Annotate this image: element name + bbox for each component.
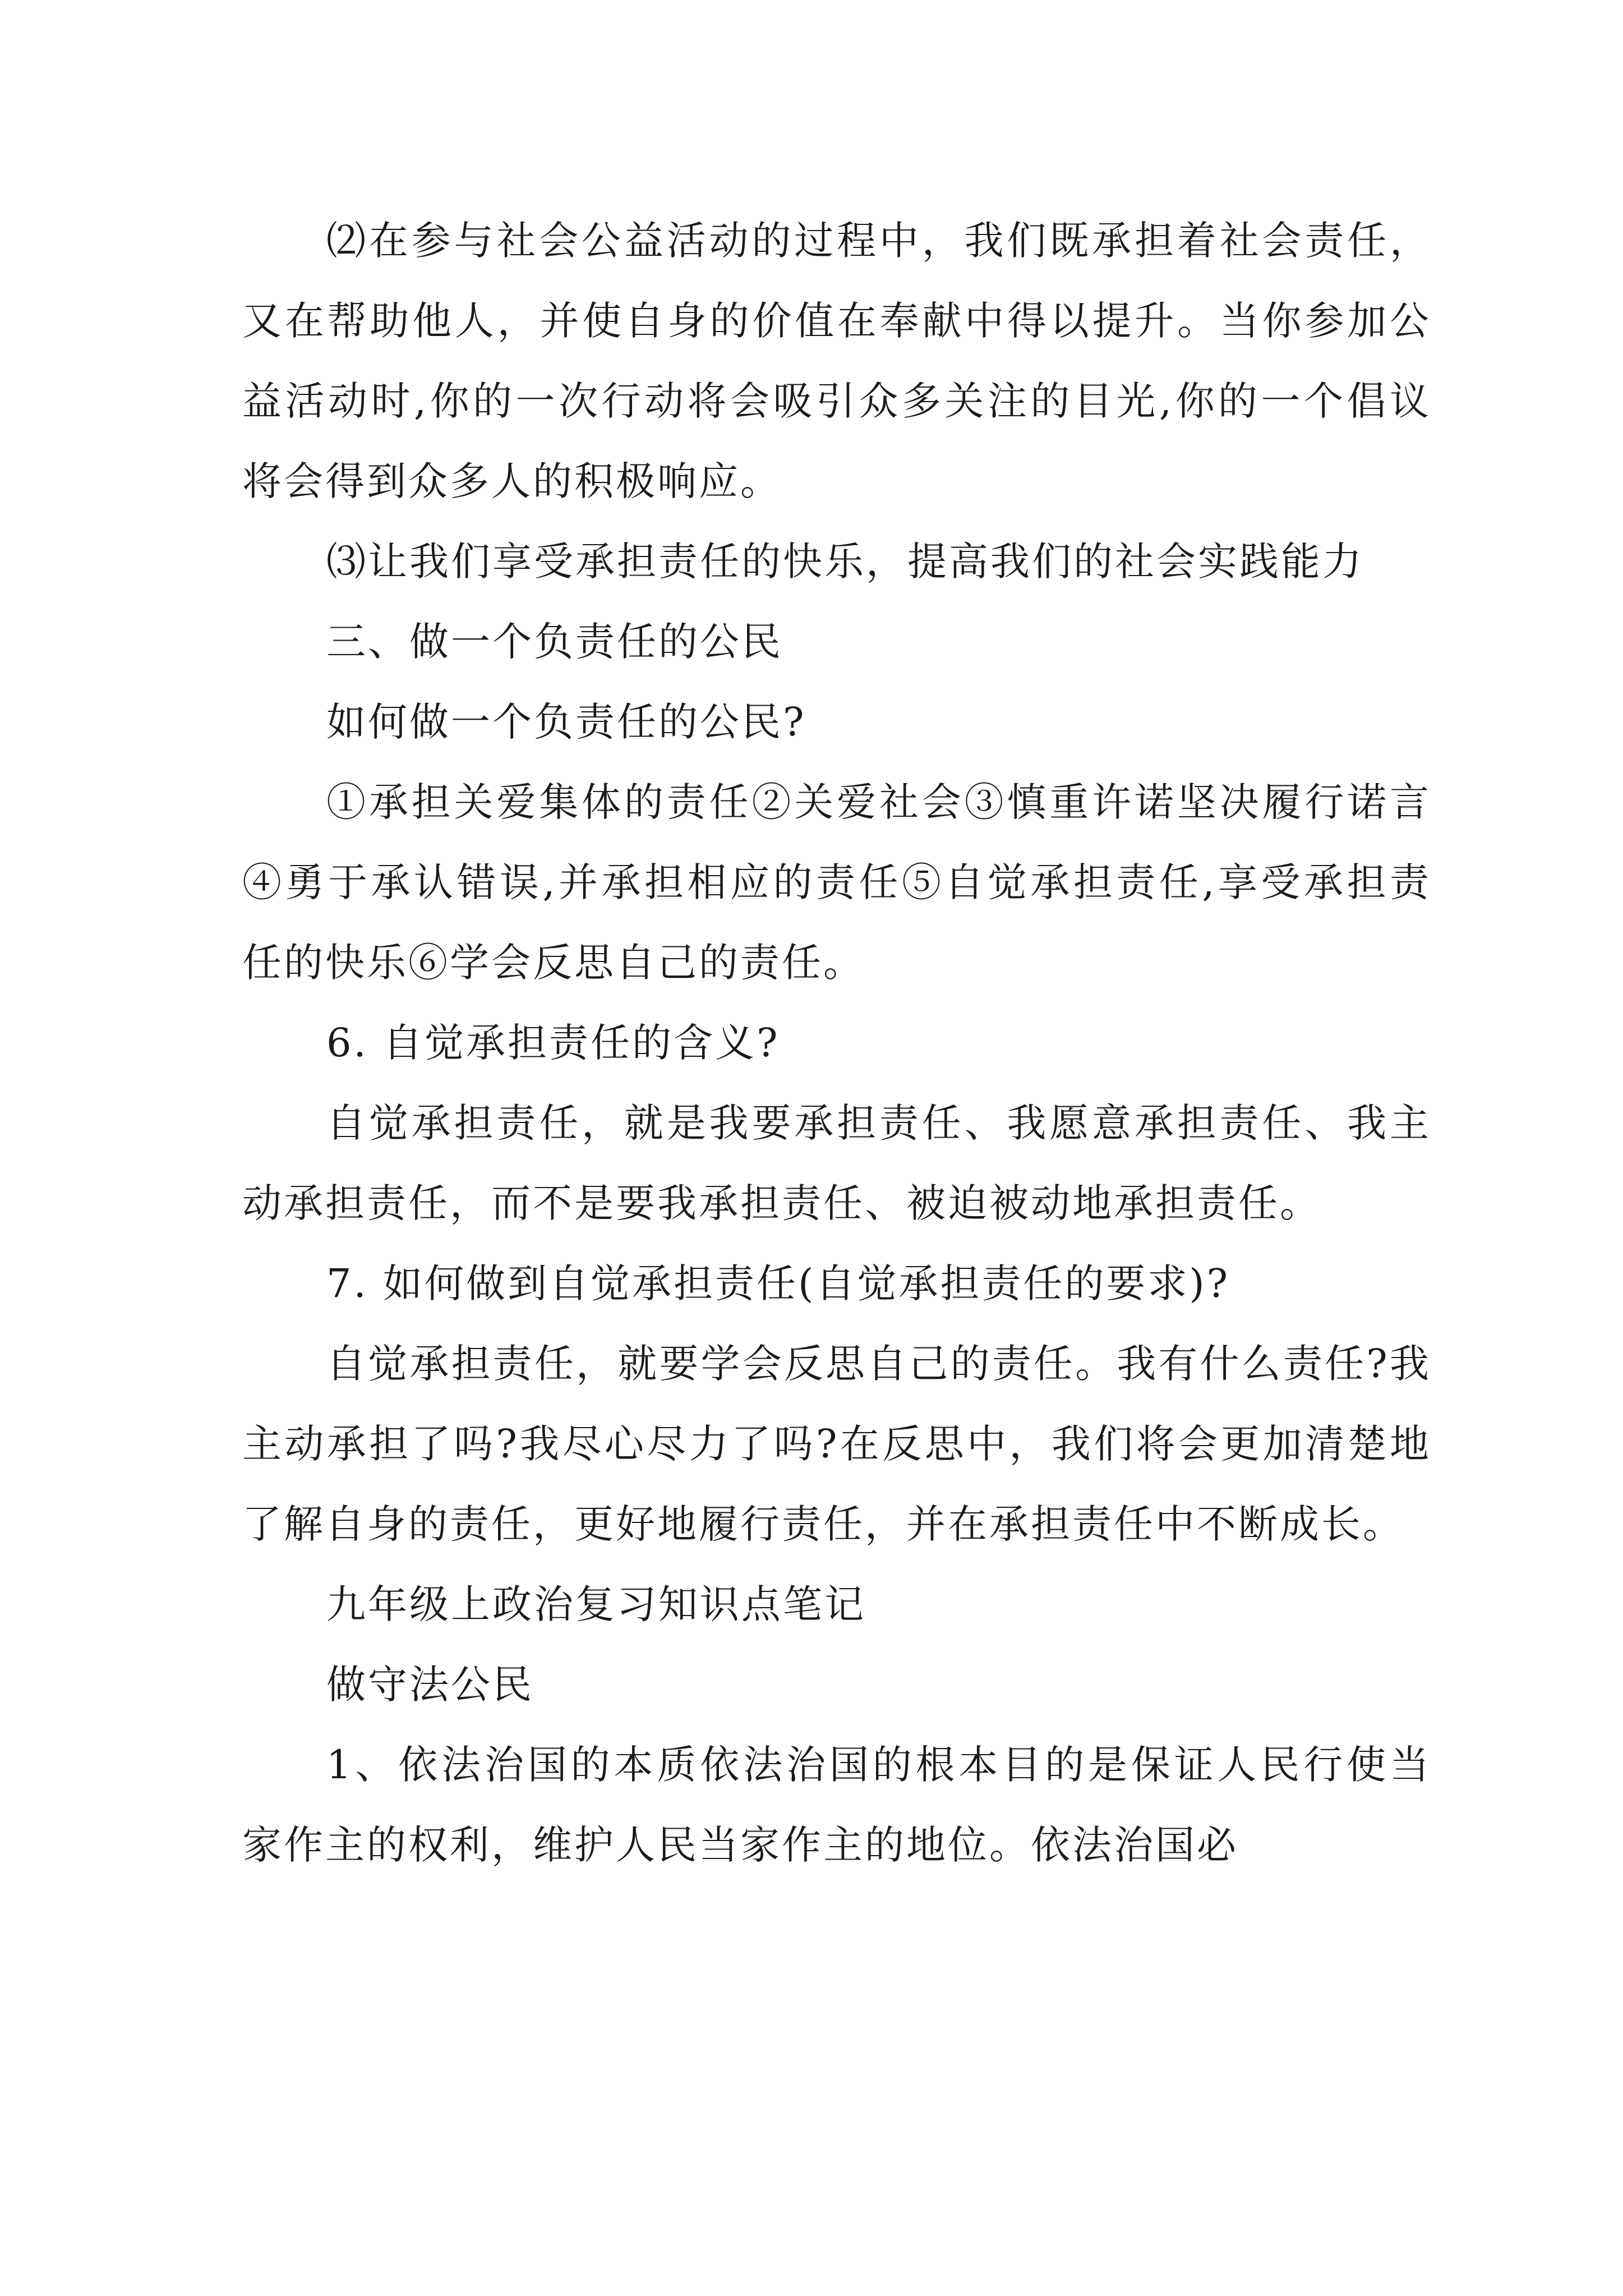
section-heading-law-abiding: 做守法公民: [326, 1662, 534, 1708]
answer-6-meaning: 自觉承担责任，就是我要承担责任、我愿意承担责任、我主动承担责任，而不是要我承担责任、被迫被动地承担责任。: [242, 1100, 1431, 1226]
document-body: [242, 201, 1431, 1885]
paragraph-enjoy-responsibility: ⑶让我们享受承担责任的快乐，提高我们的社会实践能力: [326, 539, 1364, 585]
question-how-responsible-citizen: 如何做一个负责任的公民?: [326, 699, 806, 745]
answer-7-how: 自觉承担责任，就要学会反思自己的责任。我有什么责任?我主动承担了吗?我尽心尽力了吗?在反思中，我们将会更加清楚地了解自身的责任，更好地履行责任，并在承担责任中不断成长。: [242, 1341, 1431, 1547]
answer-list-responsible-citizen: ①承担关爱集体的责任②关爱社会③慎重许诺坚决履行诺言④勇于承认错误,并承担相应的责任⑤自觉承担责任,享受承担责任的快乐⑥学会反思自己的责任。: [242, 779, 1431, 986]
question-6-meaning: 6. 自觉承担责任的含义?: [326, 1020, 780, 1066]
section-heading-responsible-citizen: 三、做一个负责任的公民: [326, 619, 783, 665]
paragraph-rule-of-law: 1、依法治国的本质依法治国的根本目的是保证人民行使当家作主的权利，维护人民当家作主的地位。依法治国必: [242, 1742, 1431, 1868]
question-7-how: 7. 如何做到自觉承担责任(自觉承担责任的要求)?: [326, 1260, 1230, 1306]
notes-title: 九年级上政治复习知识点笔记: [326, 1581, 866, 1627]
paragraph-public-welfare: ⑵在参与社会公益活动的过程中，我们既承担着社会责任，又在帮助他人，并使自身的价值在奉献中得以提升。当你参加公益活动时,你的一次行动将会吸引众多关注的目光,你的一个倡议将会得到众多人的积极响应。: [242, 218, 1431, 504]
